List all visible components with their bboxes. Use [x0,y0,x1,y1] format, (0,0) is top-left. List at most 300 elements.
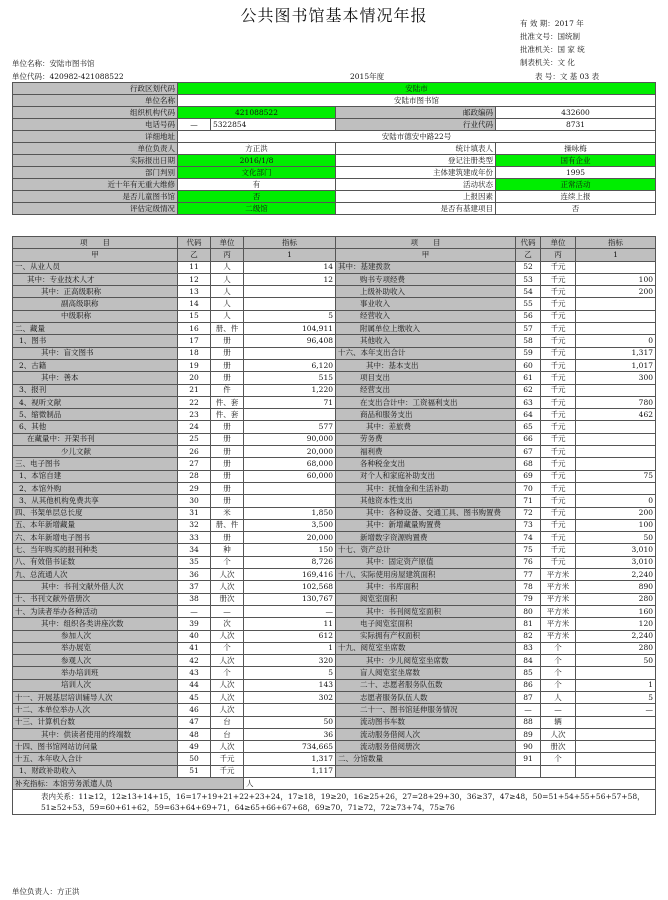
row-label: 其中：组织各类讲座次数 [13,618,178,630]
row-value[interactable]: 50 [244,716,336,728]
unit-code: 单位代码：420982-421088522 [12,72,124,81]
row-code: 69 [516,470,541,482]
row-unit: 个 [211,556,244,568]
row-value[interactable]: 169,416 [244,569,336,581]
row-code: 78 [516,581,541,593]
info-value[interactable]: 8731 [496,119,656,131]
row-value[interactable] [244,495,336,507]
info-value[interactable]: 方正洪 [178,143,336,155]
row-label: 其中：少儿阅览室坐席数 [336,655,516,667]
row-label: 十、为读者举办各种活动 [13,605,178,617]
row-value[interactable] [576,765,656,777]
unit-name: 单位名称：安陆市图书馆 [12,59,95,68]
row-value[interactable] [244,409,336,421]
row-value[interactable]: 100 [576,519,656,531]
row-value[interactable] [244,347,336,359]
row-value[interactable]: 96,408 [244,335,336,347]
table-row [13,298,656,310]
row-label: 新增数字资源购置费 [336,532,516,544]
row-code: 79 [516,593,541,605]
row-value[interactable] [244,482,336,494]
row-value[interactable]: 200 [576,286,656,298]
row-value[interactable]: 0 [576,335,656,347]
row-unit: 册 [211,335,244,347]
row-label: 十五、本年收入合计 [13,753,178,765]
row-value[interactable]: 1,850 [244,507,336,519]
row-unit: 册次 [211,593,244,605]
row-value[interactable]: 100 [576,273,656,285]
col-header-code: 代码 [178,237,211,249]
row-value[interactable] [244,704,336,716]
row-unit: 千元 [541,507,576,519]
row-value[interactable]: 130,767 [244,593,336,605]
row-value[interactable]: 780 [576,396,656,408]
row-value[interactable]: 8,726 [244,556,336,568]
info-label: 统计填表人 [336,143,496,155]
row-label: 2、古籍 [13,359,178,371]
info-value[interactable]: 安陆市图书馆 [178,95,656,107]
row-unit: 千元 [541,323,576,335]
row-unit: 个 [541,679,576,691]
row-value[interactable]: 320 [244,655,336,667]
info-label: 是否有基建项目 [336,203,496,215]
row-label: 经营收入 [336,310,516,322]
row-value[interactable]: 200 [576,507,656,519]
row-value[interactable]: 20,000 [244,446,336,458]
row-code: 82 [516,630,541,642]
row-unit: 人 [211,310,244,322]
table-row [13,605,656,617]
row-code: 89 [516,728,541,740]
row-code: 74 [516,532,541,544]
row-value[interactable]: 3,500 [244,519,336,531]
row-code: 56 [516,310,541,322]
row-value[interactable] [576,667,656,679]
col-sub-header: 丙 [211,249,244,261]
col-sub-header: 1 [244,249,336,261]
info-value[interactable]: 连续上报 [496,191,656,203]
info-label: 是否儿童图书馆 [13,191,178,203]
row-value[interactable] [576,728,656,740]
row-value[interactable]: 120 [576,618,656,630]
row-value[interactable]: 1,017 [576,359,656,371]
row-value[interactable]: 12 [244,273,336,285]
row-unit: 米 [211,507,244,519]
row-code: 77 [516,569,541,581]
row-value[interactable] [576,753,656,765]
row-code: 47 [178,716,211,728]
row-label: 二、藏量 [13,323,178,335]
info-value[interactable]: 432600 [496,107,656,119]
col-sub-header: 甲 [336,249,516,261]
info-value[interactable]: 国有企业 [496,155,656,167]
row-value[interactable]: 102,568 [244,581,336,593]
row-code: 86 [516,679,541,691]
col-sub-header: 甲 [13,249,178,261]
table-row [13,544,656,556]
table-row [13,704,656,716]
row-value[interactable] [576,433,656,445]
info-label: 电话号码 [13,119,178,131]
row-value[interactable] [576,298,656,310]
row-label: 四、书架单层总长度 [13,507,178,519]
row-code: 91 [516,753,541,765]
row-label: 3、报刊 [13,384,178,396]
info-label: 单位负责人 [13,143,178,155]
row-code: 59 [516,347,541,359]
row-code: 17 [178,335,211,347]
row-value[interactable]: 1,317 [244,753,336,765]
col-sub-header: 乙 [178,249,211,261]
row-code [516,765,541,777]
table-row [13,323,656,335]
row-value[interactable]: 280 [576,593,656,605]
row-label: 其中：善本 [13,372,178,384]
row-label: 七、当年购买的报刊种类 [13,544,178,556]
row-unit: 千元 [541,482,576,494]
row-value[interactable]: 890 [576,581,656,593]
row-code: 88 [516,716,541,728]
row-unit: — [541,704,576,716]
row-code: 23 [178,409,211,421]
row-label: 其中：抚恤金和生活补助 [336,482,516,494]
info-value[interactable]: 安陆市 [178,83,656,95]
row-label: 其中：新增藏量购置费 [336,519,516,531]
row-label: 电子阅览室面积 [336,618,516,630]
row-value[interactable] [244,298,336,310]
row-value[interactable] [576,458,656,470]
row-value[interactable] [576,446,656,458]
maker-text: 制表机关：文 化 [520,58,575,67]
col-header-item: 项 目 [13,237,178,249]
table-row [13,286,656,298]
row-unit: 千元 [541,359,576,371]
table-row [13,458,656,470]
row-unit: 册 [211,532,244,544]
table-row [13,728,656,740]
row-value[interactable]: 300 [576,372,656,384]
row-code: 84 [516,655,541,667]
row-label: 三、电子图书 [13,458,178,470]
row-label: 其他收入 [336,335,516,347]
row-code: 63 [516,396,541,408]
row-label: 其中：书刊阅览室面积 [336,605,516,617]
table-row [13,642,656,654]
row-unit: 平方米 [541,569,576,581]
row-value[interactable]: 36 [244,728,336,740]
row-value[interactable]: 11 [244,618,336,630]
row-code: 20 [178,372,211,384]
row-label [336,765,516,777]
row-label: 少儿文献 [13,446,178,458]
row-label: 劳务费 [336,433,516,445]
table-row [13,655,656,667]
row-unit: 千元 [541,310,576,322]
row-value[interactable]: 71 [244,396,336,408]
row-unit: 千元 [541,532,576,544]
row-label: 参观人次 [13,655,178,667]
row-value[interactable]: — [576,704,656,716]
row-value[interactable]: 68,000 [244,458,336,470]
row-label: 其中：基建拨款 [336,261,516,273]
row-label: 其中：供读者使用的终端数 [13,728,178,740]
row-code: 66 [516,433,541,445]
row-code: 80 [516,605,541,617]
row-code: 30 [178,495,211,507]
row-label: 十、书刊文献外借册次 [13,593,178,605]
row-label: 一、从业人员 [13,261,178,273]
row-value[interactable]: 1,220 [244,384,336,396]
row-unit: 个 [541,667,576,679]
info-value[interactable]: 正常活动 [496,179,656,191]
footer-responsible: 单位负责人：方正洪 [12,887,80,896]
row-value[interactable]: 302 [244,691,336,703]
row-code: 71 [516,495,541,507]
info-value[interactable]: 操咏梅 [496,143,656,155]
info-value[interactable]: 有 [178,179,336,191]
row-label: 上级补助收入 [336,286,516,298]
info-label: 行业代码 [336,119,496,131]
row-unit: 千元 [541,335,576,347]
row-unit: 平方米 [541,593,576,605]
table-row [13,581,656,593]
row-unit: 平方米 [541,581,576,593]
row-value[interactable] [576,323,656,335]
info-label: 单位名称 [13,95,178,107]
info-value[interactable]: 二级馆 [178,203,336,215]
row-label: 经营支出 [336,384,516,396]
row-label: 十二、本单位举办人次 [13,704,178,716]
report-year: 2015年度 [350,72,385,81]
row-value[interactable] [576,261,656,273]
row-unit: 件、套 [211,409,244,421]
form-no-text: 表 号：文 基 03 表 [535,72,600,81]
row-unit: 千元 [541,421,576,433]
row-label: 在藏量中：开架书刊 [13,433,178,445]
row-value[interactable] [244,286,336,298]
row-label: 其中：固定资产原值 [336,556,516,568]
row-label: 十四、图书馆网站访问量 [13,741,178,753]
row-label: 十三、计算机台数 [13,716,178,728]
row-label: 对个人和家庭补助支出 [336,470,516,482]
row-value[interactable]: 104,911 [244,323,336,335]
row-code: 52 [516,261,541,273]
row-value[interactable]: 515 [244,372,336,384]
row-code: 61 [516,372,541,384]
row-code: 28 [178,470,211,482]
info-value[interactable]: 文化部门 [178,167,336,179]
row-code: — [516,704,541,716]
row-value[interactable]: 1,117 [244,765,336,777]
row-code: 49 [178,741,211,753]
row-value[interactable]: 50 [576,532,656,544]
row-value[interactable] [576,716,656,728]
row-unit: 种 [211,544,244,556]
row-value[interactable]: 577 [244,421,336,433]
row-value[interactable] [576,482,656,494]
row-code: 34 [178,544,211,556]
row-label: 二、分馆数量 [336,753,516,765]
row-label: 其中：差旅费 [336,421,516,433]
col-header-code: 代码 [516,237,541,249]
row-label: 附属单位上缴收入 [336,323,516,335]
row-unit: 个 [211,667,244,679]
table-row [13,310,656,322]
approver-text: 批准机关：国 家 统 [520,45,585,54]
row-value[interactable]: 5 [576,691,656,703]
row-unit: 人次 [541,728,576,740]
row-unit: 册 [211,470,244,482]
info-value[interactable]: — [178,119,211,131]
supplement-label: 补充指标：本馆劳务派遣人员 [13,778,244,790]
row-label: 6、其他 [13,421,178,433]
row-value[interactable]: 5 [244,310,336,322]
row-code: 87 [516,691,541,703]
row-value[interactable]: 280 [576,642,656,654]
table-row [13,433,656,445]
row-value[interactable]: — [244,605,336,617]
col-header-indicator: 指标 [576,237,656,249]
row-code: 54 [516,286,541,298]
row-value[interactable]: 2,240 [576,569,656,581]
row-unit: 千元 [541,384,576,396]
row-value[interactable] [576,741,656,753]
row-value[interactable]: 0 [576,495,656,507]
supplement-unit: 人 [244,778,656,790]
row-label: 二十、志愿者服务队伍数 [336,679,516,691]
table-row [13,569,656,581]
row-unit: 千元 [541,433,576,445]
info-value[interactable]: 否 [496,203,656,215]
row-unit: 人次 [211,655,244,667]
row-value[interactable]: 5 [244,667,336,679]
table-row [13,618,656,630]
row-unit: 个 [541,642,576,654]
row-label: 其中：基本支出 [336,359,516,371]
row-value[interactable]: 143 [244,679,336,691]
row-unit: 千元 [541,556,576,568]
row-value[interactable]: 462 [576,409,656,421]
row-label: 其中：书库面积 [336,581,516,593]
row-value[interactable]: 1 [244,642,336,654]
row-label: 1、本馆自建 [13,470,178,482]
row-value[interactable]: 3,010 [576,556,656,568]
row-label: 其中：专业技术人才 [13,273,178,285]
row-code: 12 [178,273,211,285]
row-unit: 人次 [211,741,244,753]
row-unit: 台 [211,728,244,740]
row-unit: 千元 [541,409,576,421]
row-unit: 平方米 [541,630,576,642]
row-code: 46 [178,704,211,716]
info-value[interactable]: 安陆市德安中路22号 [178,131,656,143]
row-value[interactable]: 14 [244,261,336,273]
row-value[interactable]: 150 [244,544,336,556]
row-code: 51 [178,765,211,777]
row-code: 35 [178,556,211,568]
info-value[interactable]: 1995 [496,167,656,179]
table-row [13,446,656,458]
info-label: 登记注册类型 [336,155,496,167]
row-label: 其中：书刊文献外借人次 [13,581,178,593]
row-label: 1、财政补助收入 [13,765,178,777]
indicator-table [12,236,656,815]
row-unit: 册、件 [211,323,244,335]
row-unit: 人 [211,286,244,298]
row-value[interactable]: 2,240 [576,630,656,642]
row-value[interactable]: 90,000 [244,433,336,445]
row-unit: — [211,605,244,617]
report-title: 公共图书馆基本情况年报 [240,6,428,25]
row-value[interactable]: 60,000 [244,470,336,482]
row-label: 流动图书车数 [336,716,516,728]
table-row [13,372,656,384]
row-label: 十八、实际使用房屋建筑面积 [336,569,516,581]
row-value[interactable] [576,421,656,433]
row-code: 62 [516,384,541,396]
table-row [13,667,656,679]
row-value[interactable] [576,384,656,396]
table-row [13,495,656,507]
row-value[interactable]: 734,665 [244,741,336,753]
row-value[interactable]: 75 [576,470,656,482]
info-value[interactable]: 否 [178,191,336,203]
table-row [13,421,656,433]
table-row [13,630,656,642]
row-label: 流动服务借阅人次 [336,728,516,740]
row-unit: 千元 [541,261,576,273]
row-unit: 人 [541,691,576,703]
row-value[interactable]: 1 [576,679,656,691]
row-code: 40 [178,630,211,642]
info-value[interactable]: 2016/1/8 [178,155,336,167]
row-label: 副高级职称 [13,298,178,310]
row-code: 43 [178,667,211,679]
row-unit: 千元 [541,372,576,384]
row-unit: 千元 [541,470,576,482]
col-sub-header: 1 [576,249,656,261]
row-value[interactable] [576,310,656,322]
row-unit: 千元 [541,347,576,359]
info-label: 详细地址 [13,131,178,143]
info-label: 部门判别 [13,167,178,179]
row-label: 项目支出 [336,372,516,384]
info-table [12,82,656,215]
row-label: 培训人次 [13,679,178,691]
row-code: 19 [178,359,211,371]
info-label: 行政区划代码 [13,83,178,95]
row-value[interactable]: 6,120 [244,359,336,371]
table-row [13,532,656,544]
row-code: 13 [178,286,211,298]
row-label: 八、有效借书证数 [13,556,178,568]
row-value[interactable]: 50 [576,655,656,667]
row-value[interactable]: 20,000 [244,532,336,544]
info-label: 评估定级情况 [13,203,178,215]
info-value[interactable]: 5322854 [211,119,336,131]
row-code: 15 [178,310,211,322]
row-value[interactable]: 3,010 [576,544,656,556]
row-unit: 件、套 [211,396,244,408]
row-value[interactable]: 160 [576,605,656,617]
info-value[interactable]: 421088522 [178,107,336,119]
row-code: 67 [516,446,541,458]
row-code: 90 [516,741,541,753]
table-row [13,765,656,777]
row-value[interactable]: 1,317 [576,347,656,359]
row-value[interactable]: 612 [244,630,336,642]
row-unit: 千元 [211,765,244,777]
